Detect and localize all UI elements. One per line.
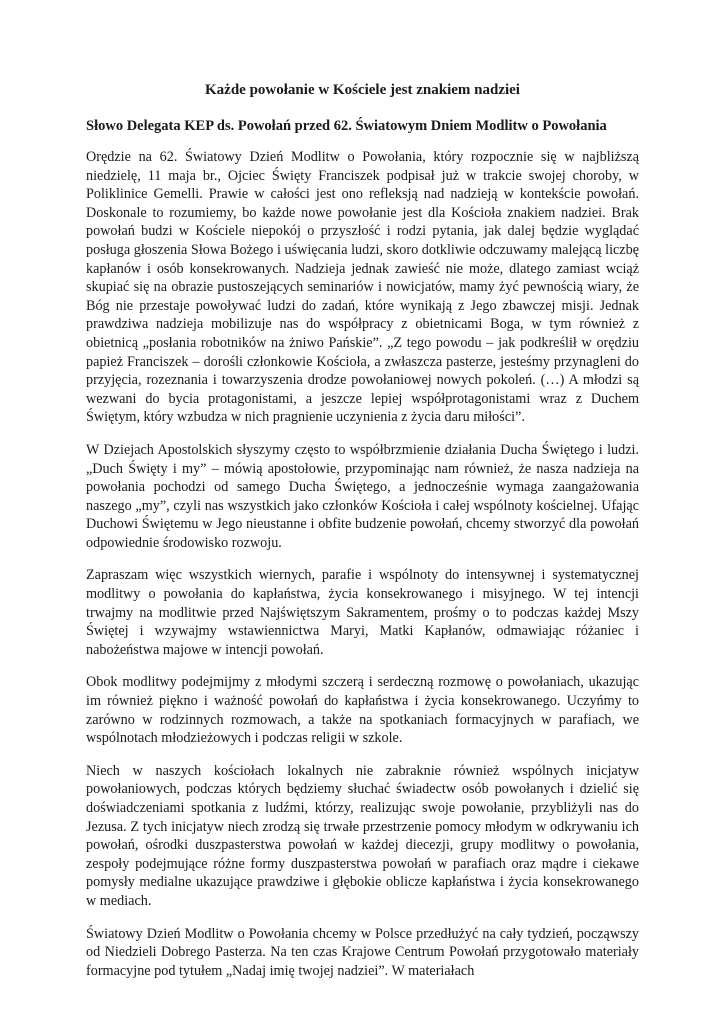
document-page xyxy=(86,80,639,994)
paragraph-5: Niech w naszych kościołach lokalnych nie zabraknie również wspólnych inicjatyw powołaniowych, podczas których będziemy słuchać świadectw osób powołanych i dzielić się doświadczeniami spotkania z ludźmi, którzy, realizując swoje powołanie, przybliżyli nas do Jezusa. Z tych inicjatyw niech zrodzą się trwałe przestrzenie pomocy młodym w odkrywaniu ich powołań, ośrodki duszpasterstwa powołań w każdej diecezji, grupy modlitwy o powołania, zespoły podejmujące różne formy duszpasterstwa powołań w parafiach oraz mądre i ciekawe pomysły medialne ukazujące prawdziwe i głębokie oblicze kapłaństwa i życia konsekrowanego w mediach. xyxy=(86,762,639,909)
paragraph-1: Orędzie na 62. Światowy Dzień Modlitw o Powołania, który rozpocznie się w najbliższą niedzielę, 11 maja br., Ojciec Święty Franciszek podpisał już w trakcie swojej choroby, w Poliklinice Gemelli. Prawie w całości jest ono refleksją nad nadzieją w kontekście powołań. Doskonale to rozumiemy, bo każde nowe powołanie jest dla Kościoła znakiem nadziei. Brak powołań budzi w Kościele niepokój o przyszłość i rodzi pytania, jak dalej będzie wyglądać posługa głoszenia Słowa Bożego i uświęcania ludzi, skoro dotkliwie odczuwamy malejącą liczbę kapłanów i osób konsekrowanych. Nadzieja jednak zawieść nie może, dlatego zamiast wciąż skupiać się na obrazie pustoszejących seminariów i nowicjatów, mamy żyć pewnością wiary, że Bóg nie przestaje powoływać ludzi do zadań, które wynikają z Jego zbawczej misji. Jednak prawdziwa nadzieja mobilizuje nas do współpracy z obietnicami Boga, w tym również z obietnicą „posłania robotników na żniwo Pańskie”. „Z tego powodu – jak podkreślił w orędziu papież Franciszek – dorośli członkowie Kościoła, a zwłaszcza pasterze, jesteśmy przynagleni do przyjęcia, rozeznania i towarzyszenia drodze powołaniowej nowych pokoleń. (…) A młodzi są wezwani do bycia protagonistami, a jeszcze lepiej współprotagonistami wraz z Duchem Świętym, który wzbudza w nich pragnienie uczynienia z życia daru miłości”. xyxy=(86,149,639,426)
paragraph-6: Światowy Dzień Modlitw o Powołania chcemy w Polsce przedłużyć na cały tydzień, począwszy od Niedzieli Dobrego Pasterza. Na ten czas Krajowe Centrum Powołań przygotowało materiały formacyjne pod tytułem „Nadaj imię twojej nadziei”. W materiałach xyxy=(86,925,639,979)
paragraph-2: W Dziejach Apostolskich słyszymy często to współbrzmienie działania Ducha Świętego i ludzi. „Duch Święty i my” – mówią apostołowie, przypominając nam również, że nasza nadzieja na powołania pochodzi od samego Ducha Świętego, a jednocześnie wymaga zaangażowania naszego „my”, czyli nas wszystkich jako członków Kościoła i całej wspólnoty kościelnej. Ufając Duchowi Świętemu w Jego nieustanne i obfite budzenie powołań, chcemy stworzyć dla powołań odpowiednie środowisko rozwoju. xyxy=(86,441,639,551)
document-title: Każde powołanie w Kościele jest znakiem nadziei xyxy=(205,82,520,98)
paragraph-4: Obok modlitwy podejmijmy z młodymi szczerą i serdeczną rozmowę o powołaniach, ukazując im również piękno i ważność powołań do kapłaństwa i życia konsekrowanego. Uczyńmy to zarówno w rodzinnych rozmowach, a także na spotkaniach formacyjnych w parafiach, we wspólnotach młodzieżowych i podczas religii w szkole. xyxy=(86,674,639,747)
paragraph-3: Zapraszam więc wszystkich wiernych, parafie i wspólnoty do intensywnej i systematycznej modlitwy o powołania do kapłaństwa, życia konsekrowanego i misyjnego. W tej intencji trwajmy na modlitwie przed Najświętszym Sakramentem, prośmy o to podczas każdej Mszy Świętej i wzywajmy wstawiennictwa Maryi, Matki Kapłanów, odmawiając różaniec i nabożeństwa majowe w intencji powołań. xyxy=(86,567,639,658)
document-subtitle: Słowo Delegata KEP ds. Powołań przed 62. Światowym Dniem Modlitw o Powołania xyxy=(86,118,607,134)
